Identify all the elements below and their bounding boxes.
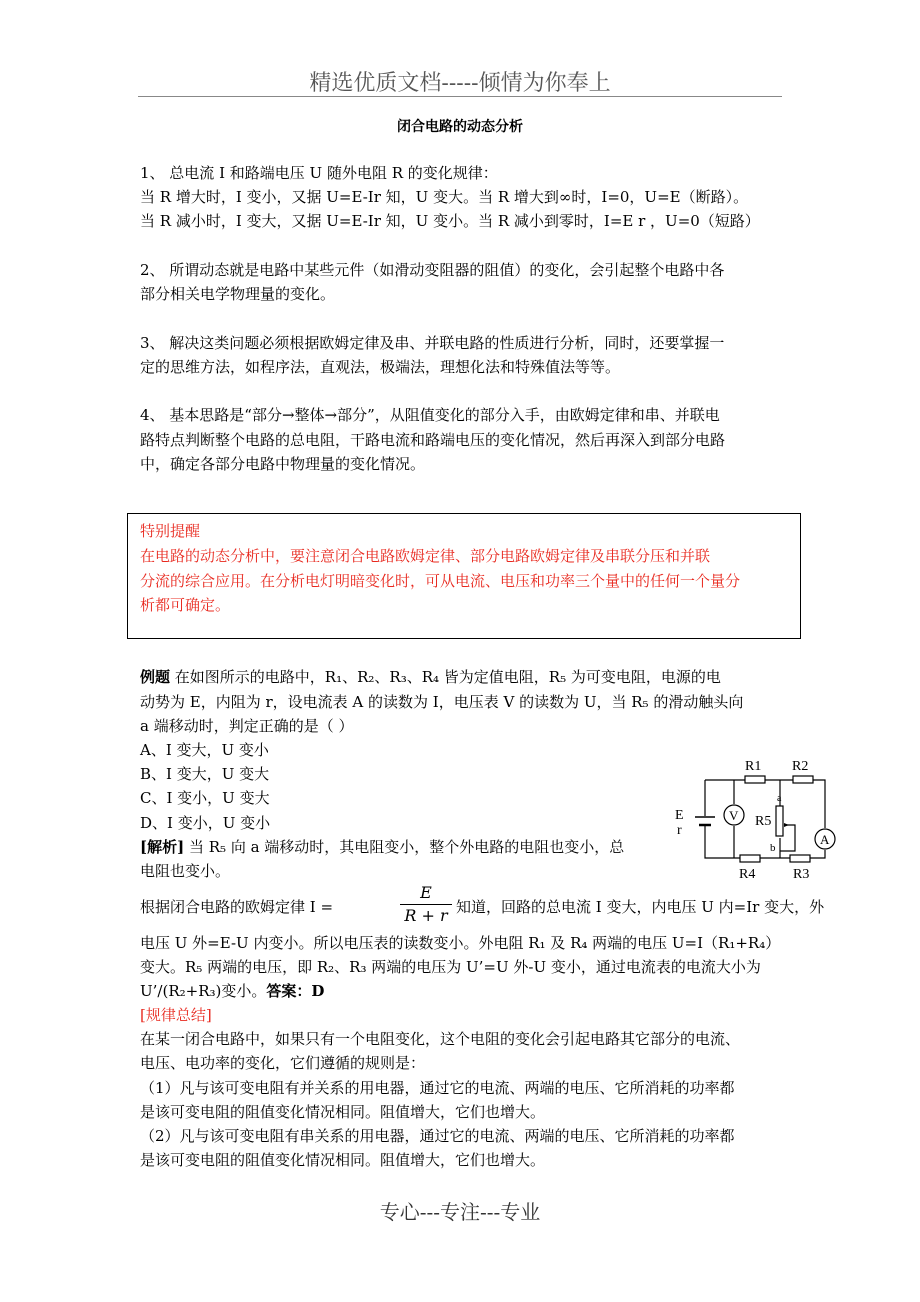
paragraph-line: 路特点判断整个电路的总电阻，干路电流和路端电压的变化情况，然后再深入到部分电路	[140, 431, 726, 449]
label-r2: R2	[792, 759, 809, 774]
example-line	[140, 667, 721, 687]
option-a: A、I 变大，U 变小	[140, 741, 269, 759]
fraction-numerator: E	[400, 882, 452, 905]
summary-line: （1）凡与该可变电阻有并关系的用电器，通过它的电流、两端的电压、它所消耗的功率都	[140, 1079, 735, 1097]
tip-line: 分流的综合应用。在分析电灯明暗变化时，可从电流、电压和功率三个量中的任何一个量分	[140, 572, 741, 590]
paragraph-line: 1、 总电流 I 和路端电压 U 随外电阻 R 的变化规律：	[140, 164, 498, 182]
example-line: a 端移动时，判定正确的是（ ）	[140, 717, 354, 735]
paragraph-line: 定的思维方法，如程序法，直观法，极端法，理想化法和特殊值法等等。	[140, 358, 621, 376]
label-r4: R4	[739, 867, 756, 882]
paragraph-line: 3、 解决这类问题必须根据欧姆定律及串、并联电路的性质进行分析，同时，还要掌握一	[140, 334, 725, 352]
paragraph-line: 部分相关电学物理量的变化。	[140, 285, 336, 303]
fraction-denominator: R + r	[404, 906, 448, 925]
paragraph-line: 当 R 增大时，I 变小，又据 U=E-Ir 知，U 变大。当 R 增大到∞时，I=0，U=E（断路）。	[140, 188, 749, 206]
terminal-b-label: b	[770, 842, 776, 854]
terminal-a-label: a	[777, 793, 782, 804]
label-r3: R3	[793, 867, 810, 882]
header-divider	[138, 96, 782, 97]
analysis-line: 变大。R₅ 两端的电压，即 R₂、R₃ 两端的电压为 U’=U 外-U 变小，通过电流表的电流大小为	[140, 958, 761, 976]
page-header: 精选优质文档-----倾情为你奉上	[309, 71, 611, 96]
slider-arrow-icon	[784, 823, 789, 827]
resistor-r5	[776, 806, 783, 836]
option-d: D、I 变小，U 变小	[140, 814, 271, 832]
analysis-line	[140, 837, 624, 857]
example-label: 例题	[140, 668, 171, 686]
resistor-r3	[790, 855, 810, 862]
label-internal-r: r	[677, 823, 682, 838]
paragraph-line: 中，确定各部分电路中物理量的变化情况。	[140, 455, 426, 473]
circuit-diagram	[675, 748, 840, 883]
summary-line: 是该可变电阻的阻值变化情况相同。阻值增大，它们也增大。	[140, 1103, 546, 1121]
summary-line: 是该可变电阻的阻值变化情况相同。阻值增大，它们也增大。	[140, 1151, 546, 1169]
tip-heading: 特别提醒	[140, 522, 201, 540]
example-text: 在如图所示的电路中，R₁、R₂、R₃、R₄ 皆为定值电阻，R₅ 为可变电阻，电源的电	[170, 668, 721, 686]
analysis-text: 当 R₅ 向 a 端移动时，其电阻变小，整个外电路的电阻也变小，总	[184, 838, 625, 856]
ohm-law-fraction	[400, 882, 452, 927]
summary-line: （2）凡与该可变电阻有串关系的用电器，通过它的电流、两端的电压、它所消耗的功率都	[140, 1127, 735, 1145]
formula-prefix: 根据闭合电路的欧姆定律 I =	[140, 898, 334, 916]
page-footer: 专心---专注---专业	[379, 1200, 541, 1224]
label-emf: E	[675, 808, 684, 823]
resistor-r4	[740, 855, 760, 862]
paragraph-line: 当 R 减小时，I 变大，又据 U=E-Ir 知，U 变小。当 R 减小到零时，I=E r ，U=0（短路）	[140, 212, 760, 230]
tip-line: 析都可确定。	[140, 596, 231, 614]
example-line: 动势为 E，内阻为 r，设电流表 A 的读数为 I，电压表 V 的读数为 U，当 R₅ 的滑动触头向	[140, 693, 744, 711]
paragraph-line: 4、 基本思路是“部分→整体→部分”，从阻值变化的部分入手，由欧姆定律和串、并联电	[140, 406, 720, 424]
label-r1: R1	[745, 759, 762, 774]
analysis-label: [解析]	[140, 838, 185, 856]
summary-line: 电压、电功率的变化，它们遵循的规则是：	[140, 1054, 426, 1072]
analysis-line: 电阻也变小。	[140, 862, 231, 880]
summary-heading: [规律总结]	[140, 1006, 212, 1024]
analysis-text: U’/(R₂+R₃)变小。	[140, 982, 267, 1000]
voltmeter-label: V	[729, 808, 739, 823]
paragraph-line: 2、 所谓动态就是电路中某些元件（如滑动变阻器的阻值）的变化，会引起整个电路中各	[140, 261, 725, 279]
resistor-r1	[745, 776, 765, 783]
battery-icon	[695, 817, 715, 825]
document-title: 闭合电路的动态分析	[397, 119, 523, 135]
option-b: B、I 变大，U 变大	[140, 765, 270, 783]
analysis-line: 电压 U 外=E-U 内变小。所以电压表的读数变小。外电阻 R₁ 及 R₄ 两端的电压 U=I（R₁+R₄）	[140, 934, 781, 952]
resistor-r2	[793, 776, 813, 783]
formula-suffix: 知道，回路的总电流 I 变大，内电压 U 内=Ir 变大，外	[456, 898, 825, 916]
analysis-line	[140, 981, 324, 1001]
answer: 答案：D	[266, 982, 325, 1000]
option-c: C、I 变小，U 变大	[140, 789, 270, 807]
ammeter-label: A	[820, 832, 830, 847]
label-r5: R5	[755, 814, 772, 829]
tip-line: 在电路的动态分析中，要注意闭合电路欧姆定律、部分电路欧姆定律及串联分压和并联	[140, 547, 711, 565]
summary-line: 在某一闭合电路中，如果只有一个电阻变化，这个电阻的变化会引起电路其它部分的电流、	[140, 1030, 741, 1048]
